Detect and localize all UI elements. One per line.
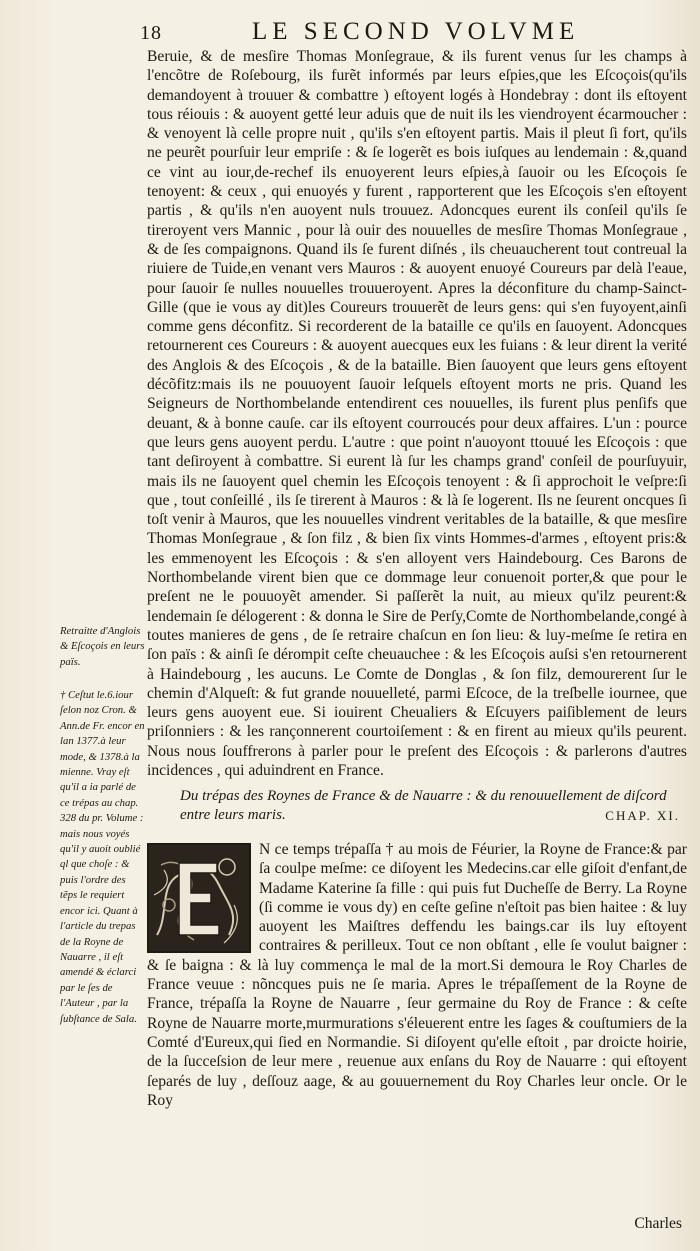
main-text-block [147, 47, 687, 780]
chapter-paragraph: N ce temps trépaſſa † au mois de Féurier, la Royne de France:& par ſa coulpe meſme: ce diſoyent les Medecins.car elle giſoit d'enfant,de Madame Katerine ſa fille : qui puis fut Ducheſſe de Berry. La Royne (ſi comme ie vous dy) en ceſte geſine n'eſtoit pas bien haitee : & luy auoyent les Maiſtres deffendu les baings.car ils luy eſtoyent contraires & perilleux. Tout ce non obſtant , elle ſe voulut baigner : & ſe baigna : & là luy commença le mal de la mort.Si demoura le Roy Charles de France veuue : nõncques puis ne ſe maria. Apres le trépaſſement de la Royne de France, trépaſſa la Royne de Nauarre , ſeur germaine du Roy de France : & ceſte Royne de Nauarre morte,murmurations s'éleuerent entre les ſages & couſtumiers de la Comté d'Eureux,qui ſied en Normandie. Si diſoyent qu'elle eſtoit , par droicte hoirie, de la ſucceſsion de leur mere , reuenue aux enſans du Roy de Nauarre : qui eſtoyent ſeparés de luy , deſſouz aage, & au gouuernement du Roy Charles leur oncle. Or le Roy [147, 841, 687, 1109]
running-head: LE SECOND VOLVME [252, 18, 580, 45]
page-number: 18 [140, 22, 162, 44]
chapter-number: CHAP. XI. [605, 808, 680, 823]
decorated-initial-e-icon [147, 843, 251, 953]
chapter-text-block [147, 840, 687, 1110]
margin-note-date: † Ceſtut le.6.iour ſelon noz Cron. & Ann.de Fr. encor en lan 1377.à leur mode, & 1378.à la mienne. Vray eſt qu'il a ia parlé de ce trépas au chap. 328 du pr. Volume : mais nous voyés qu'il y auoit oublié ql que choſe : & puis l'ordre des tẽps le requiert encor ici. Quant à l'article du trepas de la Royne de Nauarre , il eſt amendé & éclarci par le ſes de l'Auteur , par la ſubſtance de Sala. [60, 689, 145, 1025]
chapter-title: Du trépas des Roynes de France & de Nauarre : & du renouuellement de diſcord entre leurs maris. [180, 788, 667, 823]
page-header [0, 14, 700, 46]
chapter-heading [180, 787, 680, 825]
catchword: Charles [634, 1215, 682, 1232]
body-paragraph: Beruie, & de mesſire Thomas Monſegraue, & ils furent venus ſur les champs à l'encõtre de Roſebourg, ils furẽt informés par leurs eſpies,que les Eſcoçois(qu'ils demandoyent à trouuer & combattre ) eſtoyent logés à Hondebray : dont ils eſtoyent tous réiouis : & auoyent getté leur aduis que de nuit ils les viendroyent écarmoucher : & venoyent là celle propre nuit , qu'ils s'en eſtoyent partis. Mais il pleut ſi fort, qu'ils ne peurẽt pourſuir leur empriſe : & ſe logerẽt es bois iuſques au lendemain : &,quand ce vint au iour,de-rechef ils enuoyerent leurs eſpies,à ſauoir ou les Eſcoçois ſe tenoyent: & ceux , qui enuoyés y furent , rapporterent que les Eſcoçois s'en eſtoyent partis , & qu'ils n'en auoyent nuls trouuez. Adoncques eurent ils conſeil qu'ils ſe tireroyent vers Mannic , pour là ouir des nouuelles de mesſire Thomas Monſegraue , & de ſes compaignons. Quand ils ſe furent diſnés , ils cheuaucherent tout contreual la riuiere de Tuide,en venant vers Mauros : & auoyent enuoyé Coureurs par delà l'eaue, pour ſauoir ſe nulles nouuelles trouueroyent. Apres la déconfiture du champ-Sainct-Gille (que ie vous ay dit)les Coureurs trouuerẽt de leurs gens: qui s'en fuyoyent,ainſi comme gens déconfitz. Si recorderent de la bataille ce qu'ils en ſauoyent. Adoncques retournerent ces Coureurs : & auoyent auecques eux les fuians : & leur dirent la verité des Anglois & des Eſcoçois , & de la bataille. Bien ſauoyent que leurs gens eſtoyent décõfitz:mais ils ne pouuoyent ſauoir leſquels eſtoyent morts ne pris. Quand les Seigneurs de Northombelande entendirent ces nouuelles, ils furent plus penſifs que deuant, & à bonne cauſe. car ils eſtoyent courroucés pour deux affaires. L'un : pource que leurs gens auoyent perdu. L'autre : que point n'auoyont ttouué les Eſcoçois : que tant deſiroyent à combattre. Si eurent là ſur les champs grand' conſeil de pourſuyuir, mais ils ne ſauoyent quel chemin les Eſcoçois tenoyent : & ſi approchoit le veſpre:ſi que , tout conſeillé , ils ſe tirerent à Mauros : & là ſe logerent. Ils ne ſeurent oncques ſi toſt venir à Mauros, que les nouuelles vindrent veritables de la bataille, & que mesſire Thomas Monſegraue , & ſon filz , & bien ſix vints Hommes-d'armes , eſtoyent pris:& les emmenoyent les Eſcoçois : & s'en alloyent vers Haindebourg. Ces Barons de Northombelande virent bien que ce dommage leur conuenoit porter,& que pour le preſent ne le pouuoyẽt amender. Si paſſerẽt la nuit, au mieux qu'ilz peurent:& lendemain ſe délogerent : & donna le Sire de Perſy,Comte de Northombelande,congé à toutes manieres de gens , de ſe retraire chaſcun en ſon lieu: & luy-meſme ſe retira en ſon païs : & ainſi ſe dérompit ceſte cheuauchee : & les Eſcoçois auſsi s'en retournerent à Haindebourg , les aucuns. Le Comte de Donglas , & ſon filz, demourerent ſur le chemin d'Alqueſt: & fut grande nouuelleté, parmi Eſcoce, de la treſbelle iournee, que leurs gens auoyent eue. Si iouirent Cheualiers & Eſcuyers paiſiblement de leurs priſonniers : & les rançonnerent courtoiſement : & en firent au mieux qu'ils peurent. Nous nous ſouffrerons à parler pour le preſent des Eſcoçois : & parlerons d'autres incidences , qui aduindrent en France. [147, 48, 687, 779]
margin-note-retreat: Retraitte d'Anglois & Eſcoçois en leurs païs. [60, 625, 145, 668]
